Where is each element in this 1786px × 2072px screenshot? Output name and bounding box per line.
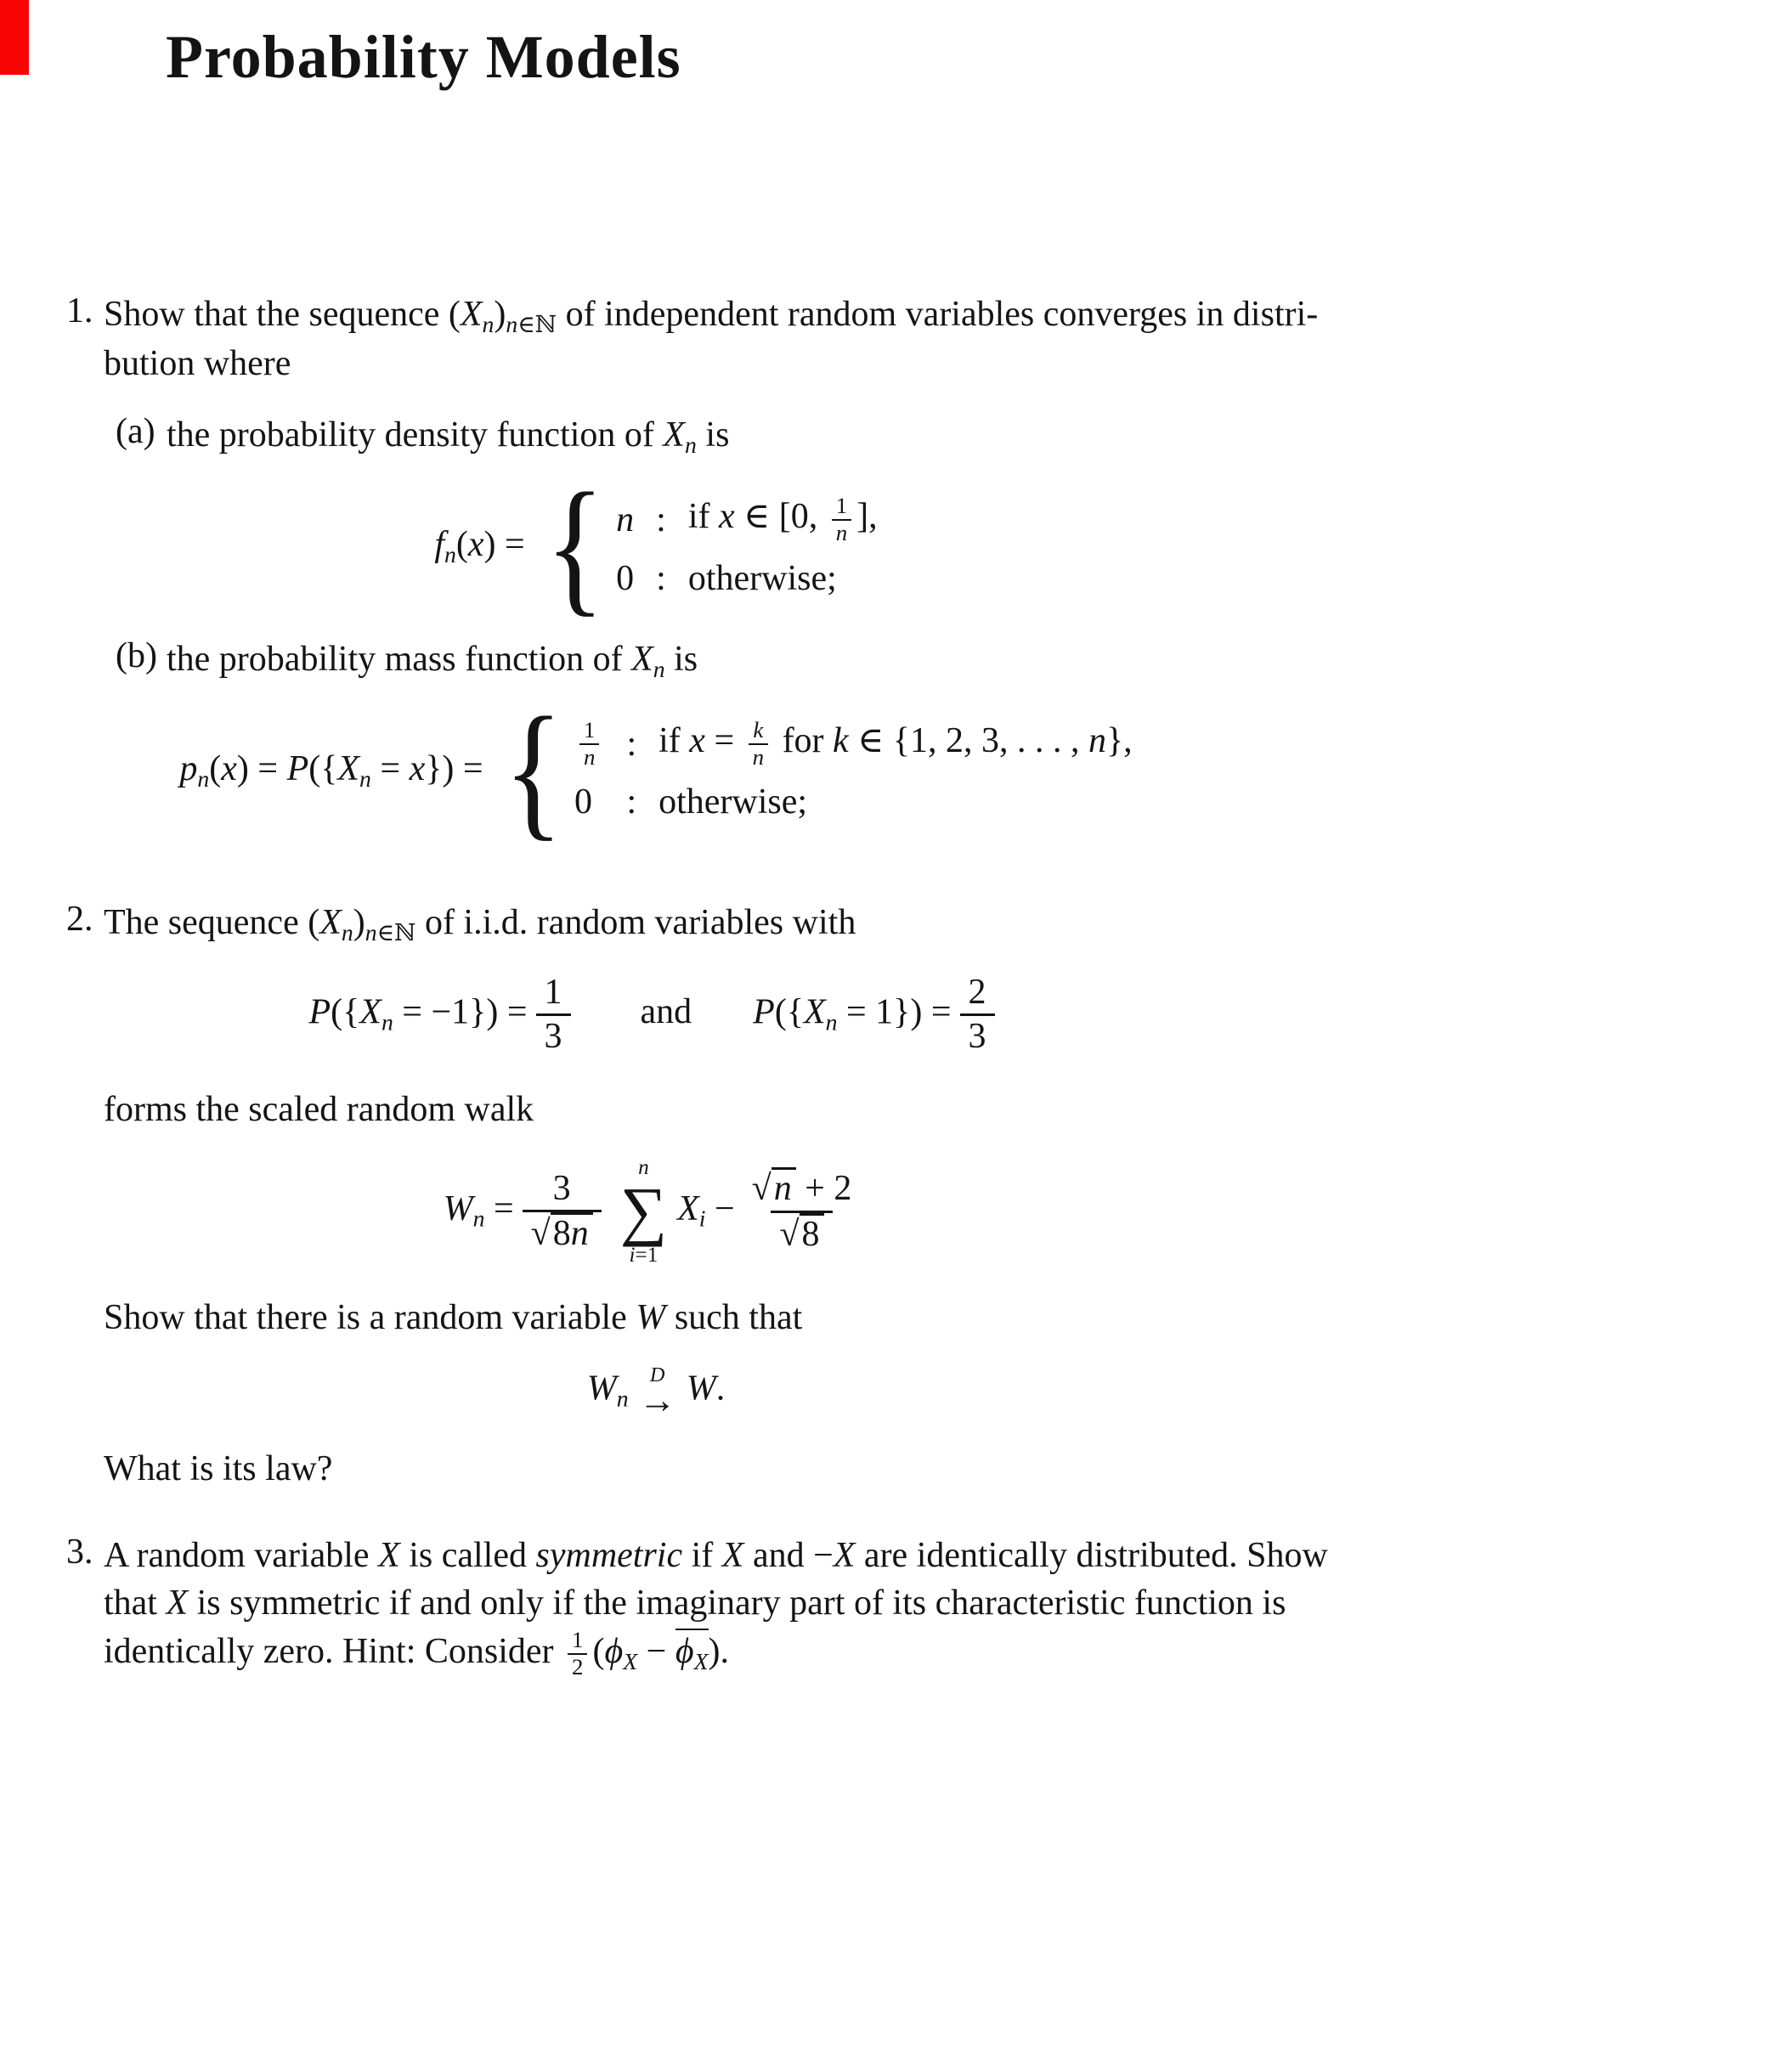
equation-probabilities-zone <box>104 972 1208 1059</box>
problem-1-body <box>104 291 1701 860</box>
problem-2-text-walk: forms the scaled random walk <box>104 1089 534 1129</box>
problem-1a-text: the probability density function of $X_n$ is <box>167 415 730 458</box>
equation-convergence: $W_n$ D → W. <box>586 1363 726 1422</box>
problem-1b <box>116 635 1701 685</box>
equation-random-walk: $W_n$ = 3 √ 8n n ∑ i=1 $X_i$ − √ n + 2 √ 8 <box>443 1156 852 1267</box>
equation-density-lhs: $f_n(x)$ = <box>434 525 525 568</box>
problem-3-text: A random variable X is called symmetric if X and −X are identically distributed. Show that X is symmetric if and only if the imaginary part of its characteristic function is identically zero. Hint: Consider $\frac{1}{2}$ $(\phi_X - \phi_X)$. <box>104 1536 1328 1680</box>
equation-mass-lhs: $p_n(x) = P(\{X_n = x\})$ = <box>179 749 483 792</box>
problem-1-number: 1. <box>66 291 93 330</box>
problem-2-number: 2. <box>66 899 93 939</box>
cases-rows <box>574 712 1133 828</box>
problem-1a <box>116 411 1701 460</box>
problem-1 <box>66 291 1701 860</box>
cases-brace: { <box>545 461 605 630</box>
problem-3-number: 3. <box>66 1533 93 1572</box>
equation-density-zone <box>104 461 1208 630</box>
problem-3-body <box>104 1532 1701 1680</box>
cases-row: n : if x ∈ [0, $\frac{1}{n}$ ], <box>616 493 878 546</box>
problem-2-body <box>104 899 1701 1493</box>
cases-brace: { <box>503 685 563 854</box>
page-title: Probability Models <box>166 23 681 91</box>
problem-2-text-conv: Show that there is a random variable W such that <box>104 1297 803 1337</box>
document-body <box>0 291 1786 1680</box>
equation-random-walk-zone <box>104 1157 1208 1266</box>
cases-row: 0 : otherwise; <box>574 782 808 822</box>
problem-1b-text: the probability mass function of $X_n$ is <box>167 640 698 682</box>
cases-rows <box>616 488 878 604</box>
problem-1a-label: (a) <box>116 412 155 452</box>
problem-2-intro: The sequence $(X_n)_{n\in ℕ}$ of i.i.d. random variables with <box>104 902 856 946</box>
equation-density <box>434 461 878 630</box>
red-corner-marker <box>0 0 29 75</box>
cases-row: 0 : otherwise; <box>616 558 837 598</box>
equation-probabilities: $P(\{X_n = -1\})$ = $\frac{1}{3}$ and $P(\{X_n = 1\})$ = $\frac{2}{3}$ <box>308 972 1003 1059</box>
equation-convergence-zone <box>104 1363 1208 1422</box>
equation-mass-zone <box>104 685 1208 854</box>
problem-1b-label: (b) <box>116 636 157 675</box>
problem-2-text-law: What is its law? <box>104 1448 333 1488</box>
cases-row: $\frac{1}{n}$ : if x = $\frac{k}{n}$ for k ∈ {1, 2, 3, . . . , n}, <box>574 712 1133 776</box>
problem-2 <box>66 899 1701 1493</box>
problem-3 <box>66 1532 1701 1680</box>
equation-mass <box>179 685 1133 854</box>
problem-1-intro: Show that the sequence $(X_n)_{n\in ℕ}$ of independent random variables converges in distri- bution where <box>104 295 1319 383</box>
